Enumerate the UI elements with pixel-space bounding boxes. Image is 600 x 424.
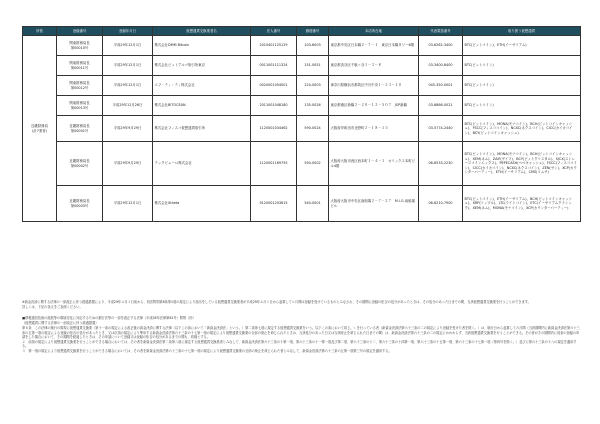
cell-name: エフ・ティ・ティ株式会社 xyxy=(153,76,251,96)
column-header: 代表電話番号 xyxy=(419,27,463,36)
cell-name: テックビューロ株式会社 xyxy=(153,142,251,186)
cell-corp: 9120001203615 xyxy=(251,186,297,222)
table-row xyxy=(23,96,581,116)
table-header-row xyxy=(23,27,581,36)
note-2: 詳しくは、下記の条文をご参照ください。 xyxy=(22,305,83,310)
cell-tel: 06-6533-2230 xyxy=(419,142,463,186)
registry-sheet xyxy=(22,26,580,222)
registry-table xyxy=(22,26,581,222)
cell-no: 近畿財務局長 第00002号 xyxy=(57,142,103,186)
cell-corp: 2010401125129 xyxy=(251,36,297,56)
column-header: 仮想通貨交換業者名 xyxy=(153,27,251,36)
table-row xyxy=(23,116,581,142)
cell-coins: BTC(ビットコイン) xyxy=(463,76,581,96)
cell-tel: 045-350-0001 xyxy=(419,76,463,96)
cell-tel: 03-6866-0021 xyxy=(419,96,463,116)
cell-coins: BTC(ビットコイン)、MONA(モナコイン)、BCH(ビットコインキャッシュ)、XEM(ネム)、ZAIF(ザイフ)、BCY(ビットクリスタル)、SJCX(ストレージコインエックス)、PEPECASH(ペペキャッシュ)、FSCC(フィスココイン)、CICC(カイカコイン)、NCXC(ネクスコイン)、ZEN(ゼン)、XCP(カウンターパーティー)、ETH(イーサリアム)、CMS(コムサ) xyxy=(463,142,581,186)
cell-coins: BTC(ビットコイン) xyxy=(463,56,581,76)
cell-addr: 東京都港区新橋２－２０－１２－５０７ JSP新橋 xyxy=(329,96,419,116)
jurisdiction-cell: 近畿財務局 (計7業者) xyxy=(23,36,57,222)
legal-notes xyxy=(22,300,580,355)
cell-date: 平成29年9月29日 xyxy=(103,142,153,186)
cell-addr: 神奈川県横浜市都筑区中川中央１－２３－１０ xyxy=(329,76,419,96)
cell-corp: 0011001111324 xyxy=(251,56,297,76)
table-row xyxy=(23,142,581,186)
cell-addr: 大阪府岸和田市北野町２－１８－１５ xyxy=(329,116,419,142)
cell-zip: 135-0026 xyxy=(297,96,329,116)
cell-no: 近畿財務局長 第00003号 xyxy=(57,186,103,222)
cell-zip: 224-0003 xyxy=(297,76,329,96)
note-5: 第８条 この法律の施行の際現に仮想通貨交換業（第十一条の規定による改正後の資金決済に関する法律（以下この条において「新資金決済法」という。）第二条第七項に規定する仮想通貨交換業をいう。以下この条において同じ。）を行っている者（新資金決済法第六十三条の二の規定により登録を受けた者を除く。）は、施行日から起算して六月間（当該期間内に新資金決済法第六十三条の五第一項の規定による登録の拒否の処分があったとき、又は次項の規定により準用する新資金決済法第六十三条の十七第一項の規定により仮想通貨交換業の全部の廃止を命じられたときは、当該処分のあった日又は当該廃止を命じられた日までの間）は、新資金決済法第六十三条の二の規定にかかわらず、当該仮想通貨交換業を行うことができる。その者がその期間内に同条の登録の申請をした場合において、その期間を経過したときは、その申請について登録又は登録の拒否の処分があるまでの間も、同様とする。 xyxy=(22,326,580,339)
cell-corp: 0020001054001 xyxy=(251,76,297,96)
table-row xyxy=(23,186,581,222)
note-1: ※資金決済に関する法律の一部改正に伴う経過措置により、平成29年４月１日前から、同法附則第8条第1項の規定により届出をしている仮想通貨交換業者が平成29年４月１日から起算して６月間は登録を受けているものとみなされ、その期間に登録の拒否の処分があったときは、その処分のあった日までの間、当該仮想通貨交換業を行うことができます。 xyxy=(22,300,531,304)
cell-tel: 03-6262-3400 xyxy=(419,36,463,56)
cell-zip: 151-0051 xyxy=(297,56,329,76)
cell-date: 平成29年12月1日 xyxy=(103,36,153,56)
cell-tel: 03-3400-8400 xyxy=(419,56,463,76)
cell-no: 関東財務局長 第00013号 xyxy=(57,96,103,116)
cell-corp: 2011001048180 xyxy=(251,96,297,116)
cell-addr: 大阪府大阪市中央区南船場２－７－２７ M.I.G.南船場ビル xyxy=(329,186,419,222)
cell-coins: BTC(ビットコイン)、ETH(イーサリアム) xyxy=(463,36,581,56)
cell-no: 近畿財務局長 第00001号 xyxy=(57,116,103,142)
table-row xyxy=(23,76,581,96)
note-7: ３ 第一項の規定により仮想通貨交換業を行うことができる場合においては、その者を新資金決済法第六十三条の十七第一項の規定により仮想通貨交換業の全部の廃止を命じられた者とみなして、新資金決済法第六十三条の五第一項第三号の規定を適用する。 xyxy=(22,349,392,354)
cell-tel: 06-6210-7900 xyxy=(419,186,463,222)
column-header: 取り扱う仮想通貨 xyxy=(463,27,581,36)
cell-no: 関東財務局長 第00012号 xyxy=(57,76,103,96)
table-row xyxy=(23,56,581,76)
note-6: ２ 前項の規定により仮想通貨交換業を行うことができる場合においては、その者を新資金決済法第二条第八項に規定する仮想通貨交換業者とみなして、新資金決済法第六十三条の十第一項、第六十三条の十一第一項及び第二項、第六十三条の十二、第六十三条の十四第一項、第六十三条の十五第一項、第六十三条の十七第一項（第四号を除く。）並びに第六十三条の十八の規定を適用する。 xyxy=(22,340,577,349)
cell-date: 平成29年9月29日 xyxy=(103,116,153,142)
column-header: 本店所在地 xyxy=(329,27,419,36)
cell-addr: 東京都中央区日本橋２－７－１ 東京日本橋タワー6階 xyxy=(329,36,419,56)
table-row xyxy=(23,36,581,56)
cell-zip: 590-0024 xyxy=(297,116,329,142)
cell-tel: 03-5774-2440 xyxy=(419,116,463,142)
cell-corp: 1120001169755 xyxy=(251,142,297,186)
cell-name: 株式会社DMM Bitcoin xyxy=(153,36,251,56)
note-4: （仮想通貨に関する法律の一部改正に伴う経過措置） xyxy=(22,321,99,326)
cell-name: 株式会社BITOCEAN xyxy=(153,96,251,116)
cell-name: 株式会社ビットアルゴ取引所東京 xyxy=(153,56,251,76)
cell-coins: BTC(ビットコイン) xyxy=(463,96,581,116)
table-body xyxy=(23,36,581,222)
column-header: 登録年月日 xyxy=(103,27,153,36)
cell-zip: 103-6003 xyxy=(297,36,329,56)
column-header: 登録番号 xyxy=(57,27,103,36)
cell-addr: 東京都渋谷区千駄ヶ谷１－３－８ xyxy=(329,56,419,76)
cell-zip: 550-0002 xyxy=(297,142,329,186)
cell-zip: 540-0001 xyxy=(297,186,329,222)
cell-no: 関東財務局長 第00011号 xyxy=(57,56,103,76)
cell-date: 平成29年12月26日 xyxy=(103,96,153,116)
cell-coins: BTC(ビットコイン)、ETH(イーサリアム)、BCH(ビットコインキャッシュ)、XRP(リップル)、LTC(ライトコイン)、ETC(イーサリアムクラシック)、XEM(ネム)、MONA(モナコイン)、XCP(カウンターパーティー) xyxy=(463,186,581,222)
column-header: 郵便番号 xyxy=(297,27,329,36)
column-header: 法人番号 xyxy=(251,27,297,36)
note-3: ■情報通信技術の進展等の環境変化に対応するための銀行法等の一部を改正する法律（平成28年法律第62号）附則（抄） xyxy=(22,316,196,321)
cell-date: 平成29年12月1日 xyxy=(103,56,153,76)
cell-no: 関東財務局長 第00010号 xyxy=(57,36,103,56)
column-header: 所管 xyxy=(23,27,57,36)
cell-addr: 大阪府大阪市西区西本町１－４－１ オリックス本町ビル4階 xyxy=(329,142,419,186)
cell-corp: 1120001034462 xyxy=(251,116,297,142)
cell-date: 平成29年12月1日 xyxy=(103,186,153,222)
cell-name: 株式会社Xtheta xyxy=(153,186,251,222)
cell-date: 平成29年12月1日 xyxy=(103,76,153,96)
cell-coins: BTC(ビットコイン)、MONA(モナコイン)、BCH(ビットコインキャッシュ)、FSCC(フィスココイン)、NCXC(ネクスコイン)、CICC(カイカコイン)、BCY(ビットコインキャッシュ) xyxy=(463,116,581,142)
cell-name: 株式会社フィスコ仮想通貨取引所 xyxy=(153,116,251,142)
